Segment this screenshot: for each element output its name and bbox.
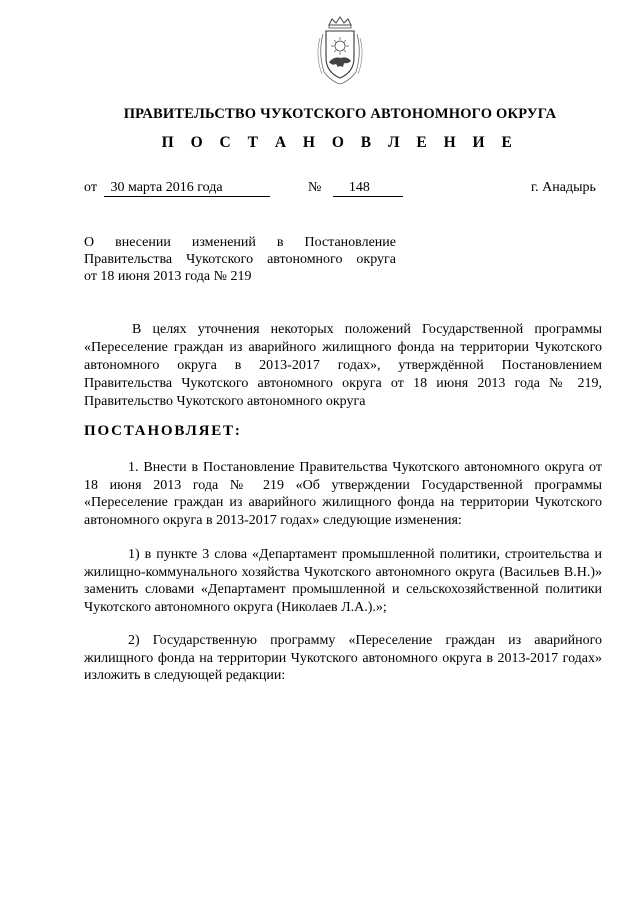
chukotka-coat-of-arms-icon [314,16,366,88]
decree-heading: ПОСТАНОВЛЯЕТ: [84,423,242,439]
decree-subitem-2: 2) Государственную программу «Переселение граждан из аварийного жилищного фонда на территории Чукотского автономного округа в 2013-2017 годах» изложить в следующей редакции: [84,633,602,683]
preamble-paragraph: В целях уточнения некоторых положений Государственной программы «Переселение граждан из аварийного жилищного фонда на территории Чукотского автономного округа в 2013-2017 годах», утверждённой Постановлением Правительства Чукотского автономного округа от 18 июня 2013 года № 219, Правительство Чукотского автономного округа [84,322,602,409]
document-subject [84,234,396,285]
decree-item-1: 1. Внести в Постановление Правительства Чукотского автономного округа от 18 июня 2013 года № 219 «Об утверждении Государственной программы «Переселение граждан из аварийного жилищного фонда на территории Чукотского автономного округа в 2013-2017 годах» следующие изменения: [84,460,602,528]
document-number: 148 [333,180,403,197]
subject-line: Правительства Чукотского автономного округа [84,252,396,267]
subject-line: от 18 июня 2013 года № 219 [84,269,252,284]
subject-line: О внесении изменений в Постановление [84,235,396,250]
government-title: ПРАВИТЕЛЬСТВО ЧУКОТСКОГО АВТОНОМНОГО ОКРУГА [123,106,557,122]
dateline-from [84,180,270,197]
dateline-from-label: от [84,180,97,195]
document-date: 30 марта 2016 года [104,180,270,197]
document-place: г. Анадырь [531,180,596,195]
document-type-title: П О С Т А Н О В Л Е Н И Е [161,134,519,151]
dateline-number [308,180,403,197]
decree-subitem-1: 1) в пункте 3 слова «Департамент промышленной политики, строительства и жилищно-коммунального хозяйства Чукотского автономного округа (Васильев В.Н.)» заменить словами «Департамент промышленной и сельскохозяйственной политики Чукотского автономного округа (Николаев Л.А.).»; [84,547,602,615]
number-label: № [308,180,322,195]
